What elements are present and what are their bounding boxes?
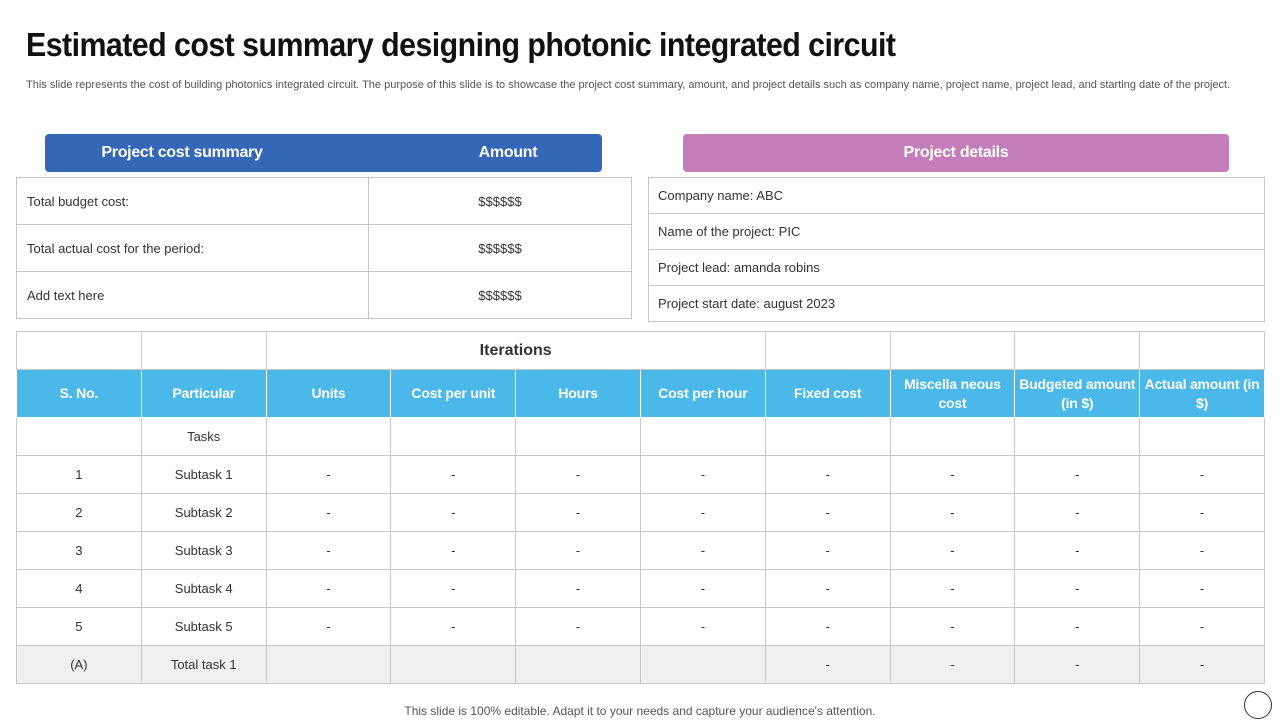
- total-cell: -: [765, 646, 890, 684]
- total-cell: [640, 646, 765, 684]
- table-cell: [17, 418, 142, 456]
- cost-row-label: Total budget cost:: [17, 178, 369, 225]
- table-cell: -: [391, 570, 516, 608]
- table-cell: -: [1140, 608, 1265, 646]
- cost-summary-header: [45, 134, 602, 172]
- total-cell: [266, 646, 391, 684]
- table-cell: -: [765, 456, 890, 494]
- project-detail-row: [649, 250, 1265, 286]
- table-cell: -: [890, 494, 1015, 532]
- table-cell: 5: [17, 608, 142, 646]
- table-cell: -: [266, 494, 391, 532]
- table-row: [17, 456, 1265, 494]
- circle-icon: [1244, 691, 1272, 719]
- table-cell: [765, 418, 890, 456]
- table-cell: -: [266, 570, 391, 608]
- cost-row-amount: $$$$$$: [369, 225, 632, 272]
- table-cell: -: [1015, 608, 1140, 646]
- table-cell: -: [890, 532, 1015, 570]
- project-detail-row: [649, 178, 1265, 214]
- column-header: Budgeted amount (in $): [1015, 370, 1140, 418]
- project-detail-text: Company name: ABC: [649, 178, 1265, 214]
- table-cell: -: [765, 570, 890, 608]
- column-header: S. No.: [17, 370, 142, 418]
- total-cell: [516, 646, 641, 684]
- table-cell: 2: [17, 494, 142, 532]
- cost-summary-table: [16, 177, 632, 319]
- cost-row: [17, 272, 632, 319]
- table-cell: 4: [17, 570, 142, 608]
- table-cell: -: [890, 456, 1015, 494]
- total-row: [17, 646, 1265, 684]
- table-cell: -: [516, 570, 641, 608]
- cost-row-label: Total actual cost for the period:: [17, 225, 369, 272]
- table-cell: -: [1015, 456, 1140, 494]
- project-detail-row: [649, 286, 1265, 322]
- total-cell: [391, 646, 516, 684]
- table-cell: -: [640, 570, 765, 608]
- column-header: Hours: [516, 370, 641, 418]
- table-cell: [391, 418, 516, 456]
- project-detail-row: [649, 214, 1265, 250]
- total-cell: -: [1015, 646, 1140, 684]
- total-cell: -: [890, 646, 1015, 684]
- iterations-group-row: [17, 332, 1265, 370]
- table-cell: -: [640, 494, 765, 532]
- column-header: Cost per unit: [391, 370, 516, 418]
- table-cell: [640, 418, 765, 456]
- table-cell: -: [765, 608, 890, 646]
- slide-subtitle: This slide represents the cost of building photonics integrated circuit. The purpose of this slide is to showcase the project cost summary, amount, and project details such as company name, project name, project lead, and starting date of the project.: [26, 79, 1231, 91]
- table-cell: [266, 418, 391, 456]
- empty-cell: [1015, 332, 1140, 370]
- table-cell: -: [516, 608, 641, 646]
- table-cell: 3: [17, 532, 142, 570]
- empty-cell: [765, 332, 890, 370]
- cost-summary-header-label: Project cost summary: [101, 144, 263, 161]
- table-cell: -: [266, 608, 391, 646]
- table-cell: [890, 418, 1015, 456]
- total-cell: (A): [17, 646, 142, 684]
- table-cell: -: [1140, 570, 1265, 608]
- project-detail-text: Name of the project: PIC: [649, 214, 1265, 250]
- table-cell: [1015, 418, 1140, 456]
- table-cell: -: [640, 456, 765, 494]
- project-detail-text: Project lead: amanda robins: [649, 250, 1265, 286]
- iterations-table: [16, 331, 1265, 684]
- table-cell: -: [516, 456, 641, 494]
- table-cell: -: [765, 532, 890, 570]
- table-row: [17, 570, 1265, 608]
- empty-cell: [1140, 332, 1265, 370]
- table-cell: -: [890, 608, 1015, 646]
- project-details-table: [648, 177, 1265, 322]
- column-header: Units: [266, 370, 391, 418]
- table-cell: -: [640, 532, 765, 570]
- table-cell: Subtask 4: [141, 570, 266, 608]
- cost-row-label: Add text here: [17, 272, 369, 319]
- table-cell: -: [1015, 532, 1140, 570]
- cost-row: [17, 178, 632, 225]
- column-header: Cost per hour: [640, 370, 765, 418]
- table-cell: 1: [17, 456, 142, 494]
- total-cell: -: [1140, 646, 1265, 684]
- table-cell: Subtask 1: [141, 456, 266, 494]
- column-header: Actual amount (in $): [1140, 370, 1265, 418]
- empty-cell: [17, 332, 142, 370]
- project-detail-text: Project start date: august 2023: [649, 286, 1265, 322]
- empty-cell: [141, 332, 266, 370]
- project-details-header: [683, 134, 1229, 172]
- table-cell: -: [391, 532, 516, 570]
- table-cell: -: [765, 494, 890, 532]
- table-cell: -: [266, 456, 391, 494]
- slide-title: Estimated cost summary designing photonic integrated circuit: [26, 26, 896, 63]
- table-header-row: [17, 370, 1265, 418]
- table-row: [17, 608, 1265, 646]
- table-cell: -: [1140, 494, 1265, 532]
- table-cell: [1140, 418, 1265, 456]
- cost-row-amount: $$$$$$: [369, 178, 632, 225]
- table-cell: -: [266, 532, 391, 570]
- table-cell: -: [1015, 570, 1140, 608]
- table-cell: -: [516, 532, 641, 570]
- table-row: [17, 494, 1265, 532]
- table-cell: Subtask 3: [141, 532, 266, 570]
- table-cell: -: [516, 494, 641, 532]
- table-cell: Subtask 5: [141, 608, 266, 646]
- table-cell: -: [640, 608, 765, 646]
- table-cell: Tasks: [141, 418, 266, 456]
- slide-footer: This slide is 100% editable. Adapt it to your needs and capture your audience's attention.: [404, 704, 876, 718]
- project-details-header-label: Project details: [903, 144, 1009, 161]
- column-header: Miscella neous cost: [890, 370, 1015, 418]
- cost-summary-header-amount: Amount: [478, 144, 538, 161]
- table-row: [17, 418, 1265, 456]
- table-cell: -: [1015, 494, 1140, 532]
- table-cell: -: [890, 570, 1015, 608]
- table-cell: -: [391, 456, 516, 494]
- column-header: Fixed cost: [765, 370, 890, 418]
- table-cell: Subtask 2: [141, 494, 266, 532]
- table-cell: [516, 418, 641, 456]
- empty-cell: [890, 332, 1015, 370]
- table-cell: -: [1140, 456, 1265, 494]
- table-cell: -: [391, 608, 516, 646]
- table-cell: -: [391, 494, 516, 532]
- cost-row: [17, 225, 632, 272]
- table-cell: -: [1140, 532, 1265, 570]
- column-header: Particular: [141, 370, 266, 418]
- table-row: [17, 532, 1265, 570]
- cost-row-amount: $$$$$$: [369, 272, 632, 319]
- total-cell: Total task 1: [141, 646, 266, 684]
- iterations-group-label: Iterations: [266, 332, 765, 370]
